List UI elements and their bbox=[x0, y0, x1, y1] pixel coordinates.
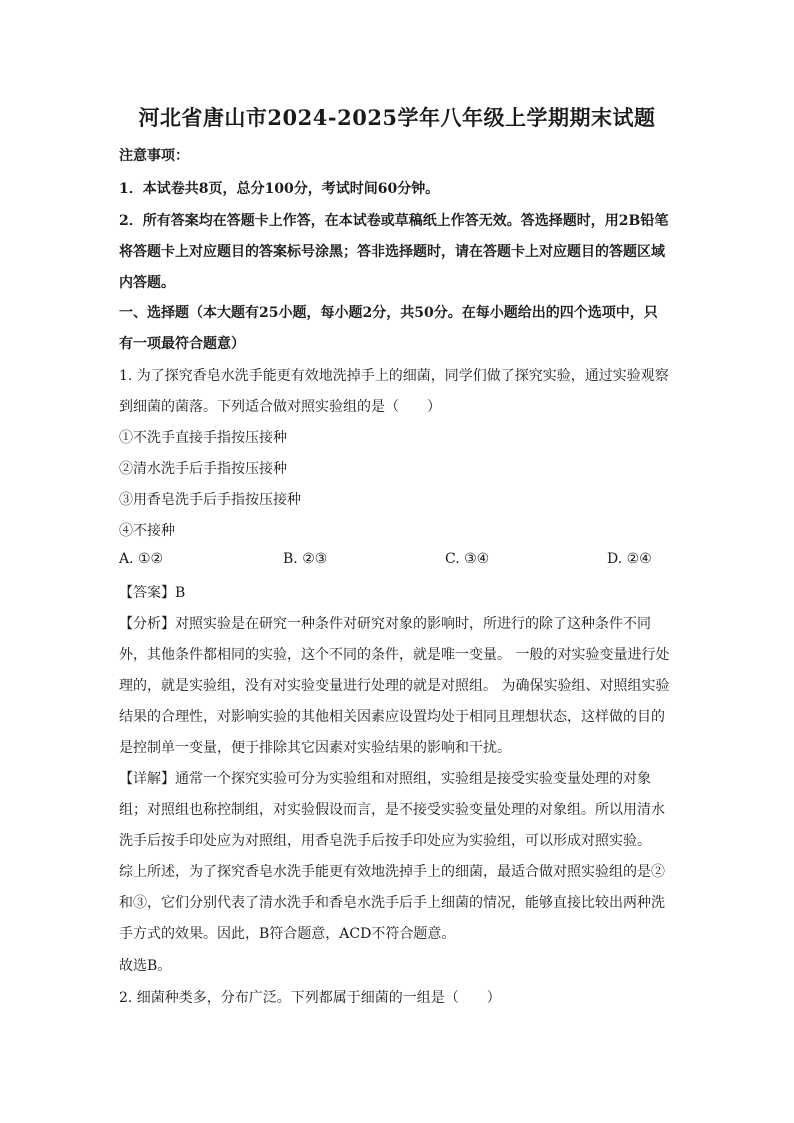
notice-item-2-line-3: 内答题。 bbox=[119, 275, 175, 291]
q1-analysis-line-5: 是控制单一变量，便于排除其它因素对实验结果的影响和干扰。 bbox=[119, 740, 511, 756]
q1-option-d: D. ②④ bbox=[607, 551, 652, 567]
q1-detail-line-2: 组；对照组也称控制组，对实验假设而言，是不接受实验变量处理的对象组。所以用清水 bbox=[119, 802, 665, 818]
q1-stem-line-2: 到细菌的菌落。下列适合做对照实验组的是（ ） bbox=[119, 399, 441, 415]
q1-detail-line-4: 综上所述，为了探究香皂水洗手能更有效地洗掉手上的细菌，最适合做对照实验组的是② bbox=[119, 864, 665, 880]
q1-analysis-line-4: 结果的合理性，对影响实验的其他相关因素应设置均处于相同且理想状态，这样做的目的 bbox=[119, 709, 665, 725]
notice-heading: 注意事项： bbox=[119, 148, 189, 164]
q2-stem: 2. 细菌种类多，分布广泛。下列都属于细菌的一组是（ ） bbox=[119, 990, 501, 1006]
q1-detail-line-3: 洗手后按手印处应为对照组，用香皂洗手后按手印处应为实验组，可以形成对照实验。 bbox=[119, 833, 651, 849]
q1-option-a: A. ①② bbox=[119, 551, 164, 567]
notice-item-1: 1．本试卷共8页，总分100分，考试时间60分钟。 bbox=[119, 181, 440, 197]
notice-item-2-line-2: 将答题卡上对应题目的答案标号涂黑；答非选择题时，请在答题卡上对应题目的答题区域 bbox=[119, 244, 665, 260]
q1-item-1: ①不洗手直接手指按压接种 bbox=[119, 430, 287, 446]
q1-option-c: C. ③④ bbox=[445, 551, 490, 567]
q1-stem-line-1: 1. 为了探究香皂水洗手能更有效地洗掉手上的细菌，同学们做了探究实验，通过实验观察 bbox=[119, 368, 669, 384]
q1-detail-line-6: 手方式的效果。因此，B符合题意，ACD不符合题意。 bbox=[119, 926, 456, 942]
q1-answer: 【答案】B bbox=[119, 585, 186, 601]
q1-item-3: ③用香皂洗手后手指按压接种 bbox=[119, 492, 301, 508]
q1-item-2: ②清水洗手后手指按压接种 bbox=[119, 461, 287, 477]
notice-item-2-line-1: 2．所有答案均在答题卡上作答，在本试卷或草稿纸上作答无效。答选择题时，用2B铅笔 bbox=[119, 213, 669, 229]
page-title: 河北省唐山市2024-2025学年八年级上学期期末试题 bbox=[138, 105, 656, 130]
section-heading-line-2: 有一项最符合题意） bbox=[119, 336, 245, 352]
section-heading-line-1: 一、选择题（本大题有25小题，每小题2分，共50分。在每小题给出的四个选项中，只 bbox=[119, 305, 658, 321]
q1-detail-line-1: 【详解】通常一个探究实验可分为实验组和对照组，实验组是接受实验变量处理的对象 bbox=[119, 771, 651, 787]
q1-conclusion: 故选B。 bbox=[119, 958, 172, 974]
q1-item-4: ④不接种 bbox=[119, 523, 175, 539]
q1-analysis-line-1: 【分析】对照实验是在研究一种条件对研究对象的影响时，所进行的除了这种条件不同 bbox=[119, 616, 651, 632]
q1-analysis-line-2: 外，其他条件都相同的实验，这个不同的条件，就是唯一变量。 一般的对实验变量进行处 bbox=[119, 647, 670, 663]
q1-detail-line-5: 和③，它们分别代表了清水洗手和香皂水洗手后手上细菌的情况，能够直接比较出两种洗 bbox=[119, 895, 665, 911]
q1-option-b: B. ②③ bbox=[283, 551, 328, 567]
q1-analysis-line-3: 理的，就是实验组，没有对实验变量进行处理的就是对照组。 为确保实验组、对照组实验 bbox=[119, 678, 670, 694]
